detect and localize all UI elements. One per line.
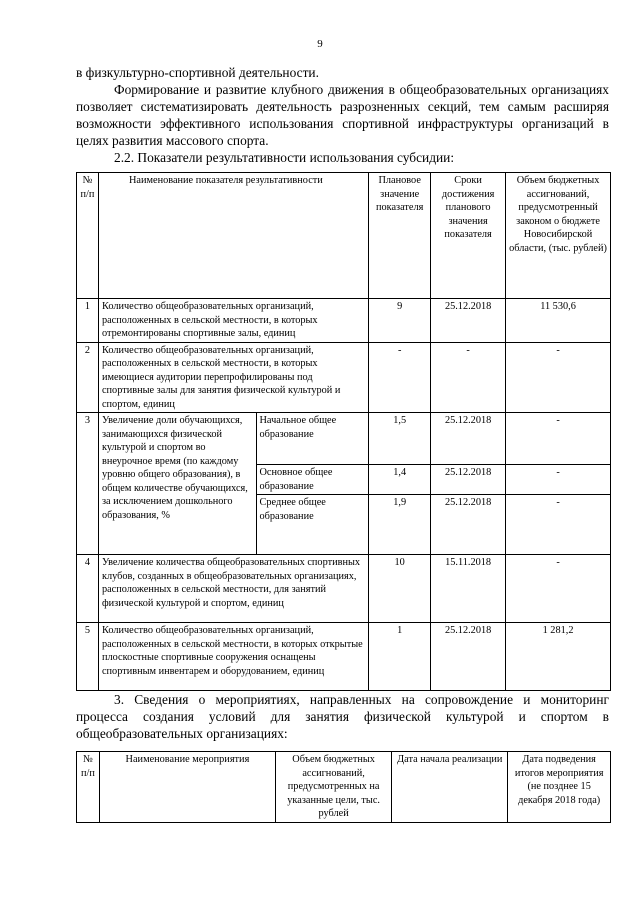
table-row — [77, 299, 611, 343]
row-level: Начальное общее образование — [256, 413, 369, 465]
table-row — [77, 413, 611, 465]
section-3-title: 3. Сведения о мероприятиях, направленных на сопровождение и мониторинг процесса создания условий для занятия физической культурой и спортом в общеобразовательных организациях: — [76, 692, 609, 741]
table-row — [77, 342, 611, 413]
row-deadline: 25.12.2018 — [431, 495, 506, 555]
row-deadline: 25.12.2018 — [431, 623, 506, 691]
table-header-row — [77, 173, 611, 299]
header-num: № п/п — [77, 173, 99, 299]
paragraph-continuation: в физкультурно-спортивной деятельности. — [76, 65, 319, 80]
row-name: Количество общеобразовательных организаций, расположенных в сельской местности, в которых имеющиеся аудитории перепрофилированы под спортивные залы для занятия физической культурой и спортом, единиц — [98, 342, 368, 413]
row-planned: 9 — [369, 299, 431, 343]
row-planned: 1,5 — [369, 413, 431, 465]
row-level: Основное общее образование — [256, 465, 369, 495]
row-name: Увеличение количества общеобразовательных спортивных клубов, созданных в общеобразовательных организациях, расположенных в сельской местности, для занятий физической культурой и спортом, единиц — [98, 555, 368, 623]
row-deadline: 25.12.2018 — [431, 465, 506, 495]
activities-table — [76, 751, 611, 823]
table-row — [77, 555, 611, 623]
row-name: Увеличение доли обучающихся, занимающихся физической культурой и спортом во внеурочное время (по каждому уровню общего образования), в общем количестве обучающихся, за исключением дошкольного образования, % — [98, 413, 256, 555]
row-planned: 1,9 — [369, 495, 431, 555]
table-header-row — [77, 752, 611, 823]
paragraph-club-movement: Формирование и развитие клубного движения в общеобразовательных организациях позволяет систематизировать деятельность разрозненных секций, тем самым расширяя возможности эффективного использования спортивной инфраструктуры организаций в целях развития массового спорта. — [76, 82, 609, 148]
row-planned: - — [369, 342, 431, 413]
row-name: Количество общеобразовательных организаций, расположенных в сельской местности, в которых отремонтированы спортивные залы, единиц — [98, 299, 368, 343]
row-level: Среднее общее образование — [256, 495, 369, 555]
row-num: 1 — [77, 299, 99, 343]
table-row — [77, 623, 611, 691]
row-num: 2 — [77, 342, 99, 413]
row-num: 4 — [77, 555, 99, 623]
header-planned: Плановое значение показателя — [369, 173, 431, 299]
header-deadline: Сроки достижения планового значения показателя — [431, 173, 506, 299]
row-deadline: 25.12.2018 — [431, 413, 506, 465]
row-num: 3 — [77, 413, 99, 555]
page-number: 9 — [317, 38, 323, 50]
row-budget: - — [506, 413, 611, 465]
header-end-date: Дата подведения итогов мероприятия (не позднее 15 декабря 2018 года) — [508, 752, 611, 823]
row-deadline: 15.11.2018 — [431, 555, 506, 623]
row-budget: 11 530,6 — [506, 299, 611, 343]
row-planned: 1,4 — [369, 465, 431, 495]
row-name: Количество общеобразовательных организаций, расположенных в сельской местности, в которых открытые плоскостные спортивные сооружения оснащены спортивным инвентарем и оборудованием, единиц — [98, 623, 368, 691]
row-budget: - — [506, 342, 611, 413]
row-budget: - — [506, 495, 611, 555]
row-planned: 10 — [369, 555, 431, 623]
header-start-date: Дата начала реализации — [392, 752, 508, 823]
row-budget: - — [506, 555, 611, 623]
row-deadline: - — [431, 342, 506, 413]
header-num: № п/п — [77, 752, 100, 823]
row-planned: 1 — [369, 623, 431, 691]
indicators-table — [76, 172, 611, 691]
section-2-2-title: 2.2. Показатели результативности использования субсидии: — [114, 150, 455, 165]
header-budget: Объем бюджетных ассигнований, предусмотренных на указанные цели, тыс. рублей — [276, 752, 392, 823]
row-num: 5 — [77, 623, 99, 691]
header-indicator-name: Наименование показателя результативности — [98, 173, 368, 299]
row-deadline: 25.12.2018 — [431, 299, 506, 343]
header-activity-name: Наименование мероприятия — [99, 752, 275, 823]
row-budget: 1 281,2 — [506, 623, 611, 691]
row-budget: - — [506, 465, 611, 495]
header-budget: Объем бюджетных ассигнований, предусмотренный законом о бюджете Новосибирской области, (тыс. рублей) — [506, 173, 611, 299]
